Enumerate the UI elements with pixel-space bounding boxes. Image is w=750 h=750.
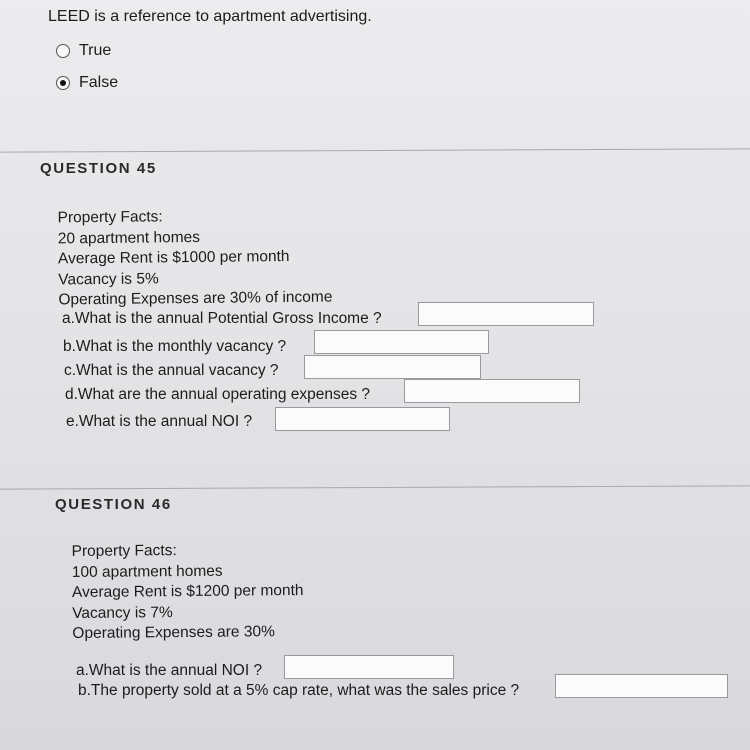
q45-ask-a: a.What is the annual Potential Gross Income ? <box>62 310 382 327</box>
option-true[interactable] <box>56 42 111 60</box>
radio-true[interactable] <box>56 44 70 58</box>
q45-fact: Operating Expenses are 30% of income <box>58 288 333 309</box>
q45-ask-c: c.What is the annual vacancy ? <box>64 362 279 379</box>
q45-fact: Vacancy is 5% <box>58 269 159 288</box>
prev-question-text: LEED is a reference to apartment advertising. <box>48 8 372 25</box>
option-false-label: False <box>79 74 119 91</box>
q45-answer-c[interactable] <box>304 355 481 379</box>
q46-fact: Average Rent is $1200 per month <box>71 581 304 602</box>
question-45-facts <box>57 206 332 311</box>
q46-answer-b[interactable] <box>555 674 728 698</box>
q45-ask-e: e.What is the annual NOI ? <box>66 413 253 430</box>
q46-fact: Operating Expenses are 30% <box>72 623 275 643</box>
option-true-label: True <box>79 42 112 59</box>
q45-answer-b[interactable] <box>314 330 489 354</box>
q46-ask-a: a.What is the annual NOI ? <box>76 662 263 679</box>
divider-1 <box>0 148 750 152</box>
q46-answer-a[interactable] <box>284 655 454 679</box>
question-46-heading: QUESTION 46 <box>55 496 172 513</box>
q45-answer-d[interactable] <box>404 379 580 403</box>
q45-ask-b: b.What is the monthly vacancy ? <box>63 338 287 355</box>
divider-2 <box>0 485 750 489</box>
q46-fact: Vacancy is 7% <box>72 603 173 622</box>
question-46-facts <box>72 540 304 645</box>
option-false[interactable] <box>56 74 118 92</box>
q45-fact: 20 apartment homes <box>57 228 201 247</box>
q45-answer-a[interactable] <box>418 302 594 326</box>
radio-false-selected[interactable] <box>56 76 70 90</box>
question-45-heading: QUESTION 45 <box>40 160 157 177</box>
q46-ask-b: b.The property sold at a 5% cap rate, what was the sales price ? <box>78 682 520 699</box>
q45-answer-e[interactable] <box>275 407 450 431</box>
q45-fact: Average Rent is $1000 per month <box>57 248 290 268</box>
q46-fact: Property Facts: <box>71 542 177 561</box>
q46-fact: 100 apartment homes <box>71 562 223 581</box>
q45-fact: Property Facts: <box>57 208 163 227</box>
q45-ask-d: d.What are the annual operating expenses ? <box>65 386 371 403</box>
